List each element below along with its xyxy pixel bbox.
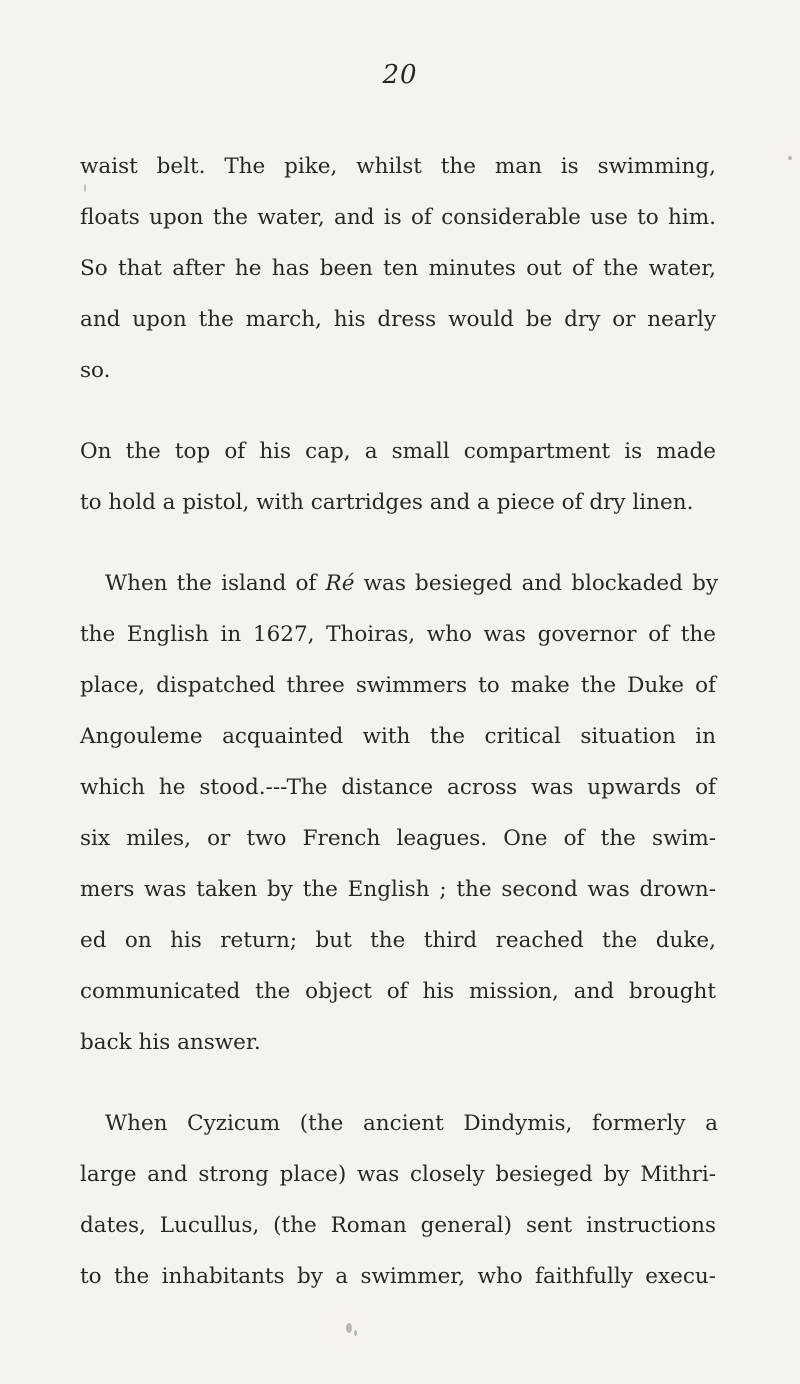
- text-line: Angouleme acquainted with the critical situation in: [80, 724, 716, 749]
- place-name: Ré: [325, 571, 355, 596]
- text-line: When Cyzicum (the ancient Dindymis, formerly a: [105, 1111, 718, 1136]
- paper-speck: [84, 184, 86, 192]
- text-line: dates, Lucullus, (the Roman general) sent instructions: [80, 1213, 716, 1238]
- text-line: which he stood.---The distance across was upwards of: [80, 775, 716, 800]
- text-line: floats upon the water, and is of considerable use to him.: [80, 205, 716, 230]
- text-line: so.: [80, 358, 111, 383]
- text-line: So that after he has been ten minutes out of the water,: [80, 256, 716, 281]
- text-line: to hold a pistol, with cartridges and a piece of dry linen.: [80, 490, 694, 515]
- text-line: the English in 1627, Thoiras, who was governor of the: [80, 622, 716, 647]
- paper-speck: [346, 1323, 352, 1333]
- text-line: large and strong place) was closely besieged by Mithri-: [80, 1162, 716, 1187]
- paper-speck: [354, 1330, 357, 1336]
- page-number: 20: [382, 60, 418, 90]
- text-line-first: [105, 569, 718, 599]
- text-line: to the inhabitants by a swimmer, who faithfully execu-: [80, 1264, 716, 1289]
- text-line: mers was taken by the English ; the second was drown-: [80, 877, 716, 902]
- text-line: and upon the march, his dress would be dry or nearly: [80, 307, 716, 332]
- text-segment: When the island of: [105, 571, 326, 596]
- text-line: back his answer.: [80, 1030, 261, 1055]
- text-line: place, dispatched three swimmers to make the Duke of: [80, 673, 716, 698]
- text-line: waist belt. The pike, whilst the man is swimming,: [80, 154, 716, 179]
- text-line: On the top of his cap, a small compartment is made: [80, 439, 716, 464]
- text-segment: was besieged and blockaded by: [354, 571, 718, 596]
- text-line: communicated the object of his mission, and brought: [80, 979, 716, 1004]
- text-line: ed on his return; but the third reached the duke,: [80, 928, 716, 953]
- text-line: six miles, or two French leagues. One of the swim-: [80, 826, 716, 851]
- paper-speck: [788, 156, 792, 160]
